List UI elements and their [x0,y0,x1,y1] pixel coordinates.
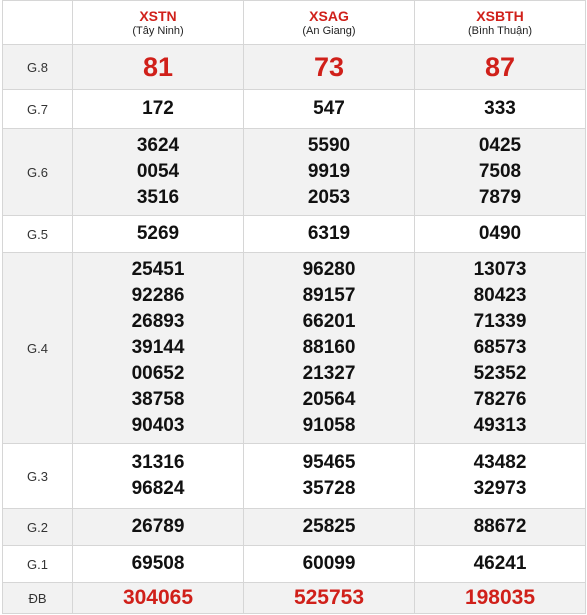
winning-number: 95465 [302,452,356,473]
result-cell-an-giang [244,509,415,546]
result-cell-tay-ninh [73,546,244,583]
lottery-results-table [2,0,586,614]
winning-number: 96824 [131,478,185,499]
prize-label: G.5 [3,216,73,253]
winning-number: 0425 [478,135,522,156]
province-name: (Bình Thuận) [467,24,532,37]
result-cell-tay-ninh [73,583,244,614]
winning-number: 78276 [473,389,527,410]
winning-number: 43482 [473,452,527,473]
prize-label: G.4 [3,253,73,444]
prize-label: G.7 [3,90,73,129]
winning-number: 00652 [131,363,185,384]
winning-number: 46241 [473,553,527,574]
winning-number: 52352 [473,363,527,384]
winning-number: 32973 [473,478,527,499]
result-cell-binh-thuan [415,253,586,444]
result-cell-tay-ninh [73,90,244,129]
winning-number: 2053 [307,187,351,208]
winning-number: 68573 [473,337,527,358]
prize-row-g7 [3,90,586,129]
result-cell-binh-thuan [415,129,586,216]
winning-number: 87 [484,52,516,82]
winning-number: 96280 [302,259,356,280]
winning-number: 25825 [302,516,356,537]
winning-number: 90403 [131,415,185,436]
province-header-row [3,1,586,45]
winning-number: 69508 [131,553,185,574]
result-cell-an-giang [244,129,415,216]
result-cell-binh-thuan [415,45,586,90]
result-cell-binh-thuan [415,90,586,129]
winning-number: 13073 [473,259,527,280]
winning-number: 333 [484,98,516,119]
winning-number: 38758 [131,389,185,410]
winning-number: 81 [142,52,174,82]
province-code-link[interactable]: XSBTH [476,7,524,24]
prize-row-g5 [3,216,586,253]
winning-number: 89157 [302,285,356,306]
province-header-binh-thuan [415,1,586,45]
province-header-an-giang [244,1,415,45]
result-cell-tay-ninh [73,129,244,216]
province-name: (Tây Ninh) [132,24,184,37]
winning-number: 0054 [136,161,180,182]
prize-row-g2 [3,509,586,546]
result-cell-tay-ninh [73,253,244,444]
result-cell-an-giang [244,546,415,583]
prize-label: G.3 [3,444,73,509]
winning-number: 26893 [131,311,185,332]
winning-number: 3624 [136,135,180,156]
winning-number: 9919 [307,161,351,182]
winning-number: 31316 [131,452,185,473]
prize-row-g1 [3,546,586,583]
winning-number: 7879 [478,187,522,208]
winning-number: 80423 [473,285,527,306]
result-cell-tay-ninh [73,216,244,253]
winning-number: 547 [313,98,345,119]
winning-number: 49313 [473,415,527,436]
result-cell-tay-ninh [73,444,244,509]
winning-number: 0490 [478,223,522,244]
result-cell-an-giang [244,216,415,253]
result-cell-binh-thuan [415,444,586,509]
prize-row-g3 [3,444,586,509]
prize-label: G.8 [3,45,73,90]
winning-number: 20564 [302,389,356,410]
winning-number: 21327 [302,363,356,384]
result-cell-an-giang [244,90,415,129]
prize-label: G.6 [3,129,73,216]
result-cell-tay-ninh [73,509,244,546]
winning-number: 88160 [302,337,356,358]
province-code-link[interactable]: XSTN [139,7,177,24]
result-cell-an-giang [244,45,415,90]
winning-number: 71339 [473,311,527,332]
corner-cell [3,1,73,45]
winning-number: 60099 [302,553,356,574]
winning-number: 26789 [131,516,185,537]
winning-number: 25451 [131,259,185,280]
result-cell-an-giang [244,253,415,444]
winning-number: 73 [313,52,345,82]
result-cell-an-giang [244,583,415,614]
winning-number: 6319 [307,223,351,244]
prize-row-g6 [3,129,586,216]
winning-number: 92286 [131,285,185,306]
province-name: (An Giang) [302,24,356,37]
prize-label: ĐB [3,583,73,614]
winning-number: 5269 [136,223,180,244]
winning-number: 7508 [478,161,522,182]
winning-number: 5590 [307,135,351,156]
winning-number: 525753 [293,586,365,609]
result-cell-binh-thuan [415,509,586,546]
prize-label: G.2 [3,509,73,546]
winning-number: 198035 [464,586,536,609]
result-cell-tay-ninh [73,45,244,90]
winning-number: 88672 [473,516,527,537]
province-header-tay-ninh [73,1,244,45]
result-cell-an-giang [244,444,415,509]
prize-row-g8 [3,45,586,90]
winning-number: 91058 [302,415,356,436]
result-cell-binh-thuan [415,216,586,253]
winning-number: 66201 [302,311,356,332]
winning-number: 304065 [122,586,194,609]
result-cell-binh-thuan [415,546,586,583]
prize-row-g4 [3,253,586,444]
winning-number: 39144 [131,337,185,358]
winning-number: 172 [142,98,174,119]
prize-row-db [3,583,586,614]
province-code-link[interactable]: XSAG [309,7,349,24]
winning-number: 35728 [302,478,356,499]
winning-number: 3516 [136,187,180,208]
prize-label: G.1 [3,546,73,583]
result-cell-binh-thuan [415,583,586,614]
